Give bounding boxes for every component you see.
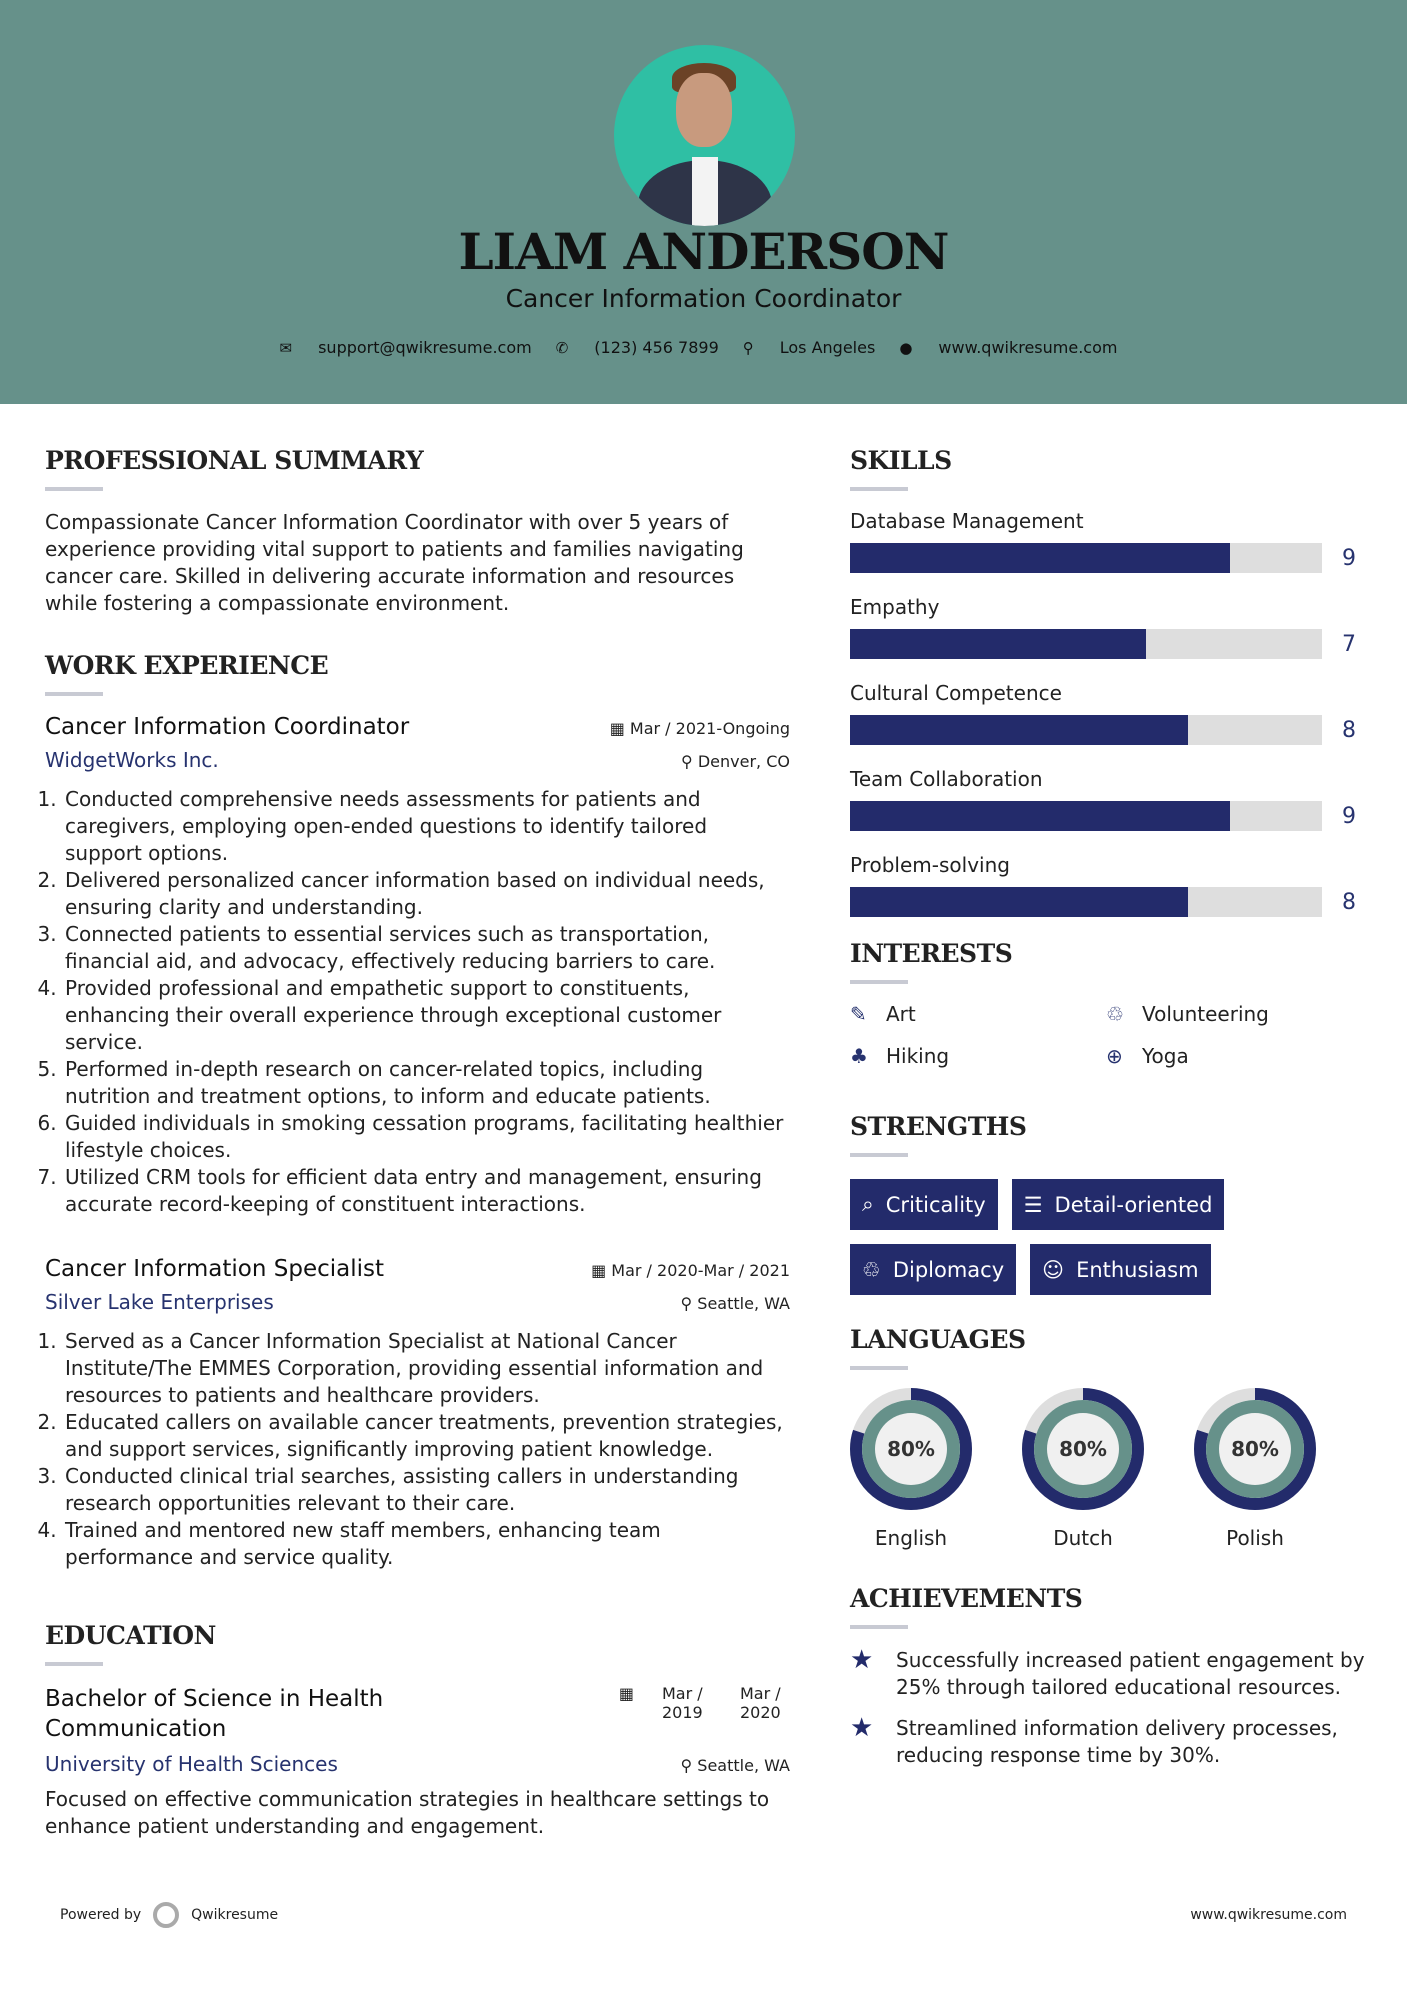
bullet-item: 3. Conducted clinical trial searches, assisting callers in understanding research opportunities relevant to their care. [63, 1463, 790, 1517]
globe-icon: ● [899, 338, 913, 357]
strength-chip: ♲ Diplomacy [850, 1244, 1016, 1295]
job-location: Denver, CO [697, 752, 790, 771]
skill-name: Problem-solving [850, 853, 1010, 877]
star-icon: ★ [850, 1645, 874, 1675]
skill-bar-fill [850, 629, 1146, 659]
skill-value: 9 [1342, 545, 1356, 571]
strengths-list [850, 1179, 1350, 1295]
divider [850, 487, 908, 491]
bullet-item: 1. Served as a Cancer Information Specialist at National Cancer Institute/The EMMES Corporation, providing essential information and resources to patients and healthcare providers. [63, 1328, 790, 1409]
language-percent: 80% [887, 1437, 935, 1461]
skill-name: Database Management [850, 509, 1084, 533]
bullet-item: 3. Connected patients to essential services such as transportation, financial aid, and advocacy, effectively reducing barriers to care. [63, 921, 790, 975]
bullet-item: 2. Educated callers on available cancer treatments, prevention strategies, and support services, significantly improving patient knowledge. [63, 1409, 790, 1463]
skill-name: Empathy [850, 595, 940, 619]
divider [850, 1625, 908, 1629]
education-dates [619, 1684, 790, 1722]
language-name: Polish [1226, 1526, 1284, 1550]
language-name: English [874, 1526, 948, 1550]
bullet-item: 4. Provided professional and empathetic support to constituents, enhancing their overall experience through exceptional customer service. [63, 975, 790, 1056]
skill-value: 8 [1342, 717, 1356, 743]
school: University of Health Sciences [45, 1752, 338, 1776]
bullet-item: 2. Delivered personalized cancer information based on individual needs, ensuring clarity and understanding. [63, 867, 790, 921]
interest-item: ♣ Hiking [850, 1044, 950, 1068]
smile-icon: ☺ [1042, 1257, 1065, 1282]
education-sub [45, 1752, 790, 1776]
section-title: LANGUAGES [850, 1325, 1026, 1354]
skill-item [850, 595, 1370, 659]
star-icon: ★ [850, 1713, 874, 1743]
job-bullets [45, 786, 790, 1218]
handshake-icon: ♲ [862, 1257, 881, 1282]
contact-email[interactable]: support@qwikresume.com [318, 338, 532, 357]
job-entry [45, 714, 790, 1218]
job-date: Mar / 2020-Mar / 2021 [611, 1261, 790, 1280]
footer [60, 1902, 1347, 1928]
skill-name: Team Collaboration [850, 767, 1043, 791]
divider [850, 980, 908, 984]
contact-location: Los Angeles [779, 338, 876, 357]
languages-list [850, 1388, 1370, 1550]
job-date: Mar / 2021-Ongoing [629, 719, 790, 738]
list-icon: ☰ [1023, 1192, 1043, 1217]
section-title: PROFESSIONAL SUMMARY [45, 446, 424, 475]
handshake-icon: ♲ [1106, 1002, 1124, 1026]
job-title: Cancer Information Specialist [45, 1256, 385, 1282]
divider [45, 487, 103, 491]
job-entry [45, 1256, 790, 1571]
education-text: Focused on effective communication strategies in healthcare settings to enhance patient understanding and engagement. [45, 1787, 770, 1838]
section-title: WORK EXPERIENCE [45, 651, 329, 680]
divider [850, 1366, 908, 1370]
language-item [1022, 1388, 1144, 1550]
strength-chip: ☰ Detail-oriented [1012, 1179, 1225, 1230]
map-pin-icon: ⚲ [742, 338, 754, 357]
interest-item: ♲ Volunteering [1106, 1002, 1269, 1026]
powered-by: Powered by [60, 1907, 142, 1923]
pin-icon: ⚲ [680, 1756, 698, 1775]
skill-bar-fill [850, 801, 1230, 831]
calendar-icon: ▦ [591, 1261, 612, 1280]
section-title: ACHIEVEMENTS [850, 1584, 1083, 1613]
skill-bar-fill [850, 543, 1230, 573]
language-donut [1194, 1388, 1316, 1510]
skill-bar-fill [850, 715, 1188, 745]
pin-icon: ⚲ [681, 752, 698, 771]
language-percent: 80% [1059, 1437, 1107, 1461]
job-bullets [45, 1328, 790, 1571]
profile-photo [614, 45, 795, 226]
education-location: Seattle, WA [697, 1756, 790, 1775]
pin-icon: ⚲ [680, 1294, 698, 1313]
tree-icon: ♣ [850, 1044, 868, 1068]
bullet-item: 1. Conducted comprehensive needs assessments for patients and caregivers, employing open-ended questions to identify tailored support options. [63, 786, 790, 867]
job-title: Cancer Information Coordinator [45, 714, 410, 740]
skill-value: 8 [1342, 889, 1356, 915]
skill-item [850, 853, 1370, 917]
language-name: Dutch [1053, 1526, 1113, 1550]
footer-site[interactable]: www.qwikresume.com [1190, 1907, 1347, 1923]
candidate-title: Cancer Information Coordinator [505, 284, 902, 313]
skill-bar [850, 629, 1322, 659]
language-item [850, 1388, 972, 1550]
envelope-icon: ✉ [279, 338, 293, 357]
calendar-icon: ▦ [618, 1684, 634, 1703]
section-title: STRENGTHS [850, 1112, 1027, 1141]
bullet-item: 6. Guided individuals in smoking cessation programs, facilitating healthier lifestyle choices. [63, 1110, 790, 1164]
section-title: EDUCATION [45, 1621, 216, 1650]
language-donut [850, 1388, 972, 1510]
achievement-item: ★ Successfully increased patient engagement by 25% through tailored educational resources. [850, 1645, 1365, 1699]
divider [45, 692, 103, 696]
degree: Bachelor of Science in Health Communication [45, 1686, 384, 1742]
language-percent: 80% [1231, 1437, 1279, 1461]
interest-item: ⊕ Yoga [1106, 1044, 1189, 1068]
skill-value: 9 [1342, 803, 1356, 829]
bullet-item: 4. Trained and mentored new staff members, enhancing team performance and service quality. [63, 1517, 790, 1571]
candidate-name: LIAM ANDERSON [458, 222, 949, 281]
qwikresume-logo-icon [153, 1902, 179, 1928]
section-title: INTERESTS [850, 939, 1013, 968]
skill-item [850, 681, 1370, 745]
contact-bar [0, 338, 1407, 357]
contact-phone[interactable]: (123) 456 7899 [594, 338, 719, 357]
bullet-item: 7. Utilized CRM tools for efficient data entry and management, ensuring accurate record-keeping of constituent interactions. [63, 1164, 790, 1218]
contact-website[interactable]: www.qwikresume.com [938, 338, 1118, 357]
left-column [45, 446, 790, 1840]
bullet-item: 5. Performed in-depth research on cancer-related topics, including nutrition and treatment options, to inform and educate patients. [63, 1056, 790, 1110]
job-location: Seattle, WA [697, 1294, 790, 1313]
brand-link[interactable]: Qwikresume [191, 1907, 279, 1923]
summary-text: Compassionate Cancer Information Coordinator with over 5 years of experience providing vital support to patients and families navigating cancer care. Skilled in delivering accurate information and resources while fostering a compassionate environment. [45, 510, 744, 615]
skill-item [850, 509, 1370, 573]
interest-item: ✎ Art [850, 1002, 916, 1026]
education-header [45, 1684, 790, 1744]
search-icon: ⌕ [862, 1192, 874, 1216]
achievement-item: ★ Streamlined information delivery processes, reducing response time by 30%. [850, 1713, 1338, 1767]
section-title: SKILLS [850, 446, 952, 475]
calendar-icon: ▦ [609, 719, 630, 738]
skill-value: 7 [1342, 631, 1356, 657]
lifebuoy-icon: ⊕ [1106, 1044, 1123, 1068]
skill-name: Cultural Competence [850, 681, 1062, 705]
interests-list [850, 1002, 1370, 1068]
company-name: Silver Lake Enterprises [45, 1290, 274, 1314]
language-donut [1022, 1388, 1144, 1510]
phone-icon: ✆ [555, 338, 569, 357]
language-item [1194, 1388, 1316, 1550]
skill-bar [850, 715, 1322, 745]
education-start: Mar / 2019 [662, 1684, 703, 1722]
skill-bar [850, 801, 1322, 831]
strength-chip: ☺ Enthusiasm [1030, 1244, 1210, 1295]
right-column [850, 446, 1370, 1783]
education-end: Mar / 2020 [740, 1684, 781, 1722]
skill-bar [850, 543, 1322, 573]
skill-item [850, 767, 1370, 831]
skill-bar [850, 887, 1322, 917]
divider [45, 1662, 103, 1666]
header [0, 0, 1407, 404]
strength-chip: ⌕ Criticality [850, 1179, 998, 1230]
paintbrush-icon: ✎ [850, 1002, 867, 1026]
company-name: WidgetWorks Inc. [45, 748, 219, 772]
skill-bar-fill [850, 887, 1188, 917]
divider [850, 1153, 908, 1157]
